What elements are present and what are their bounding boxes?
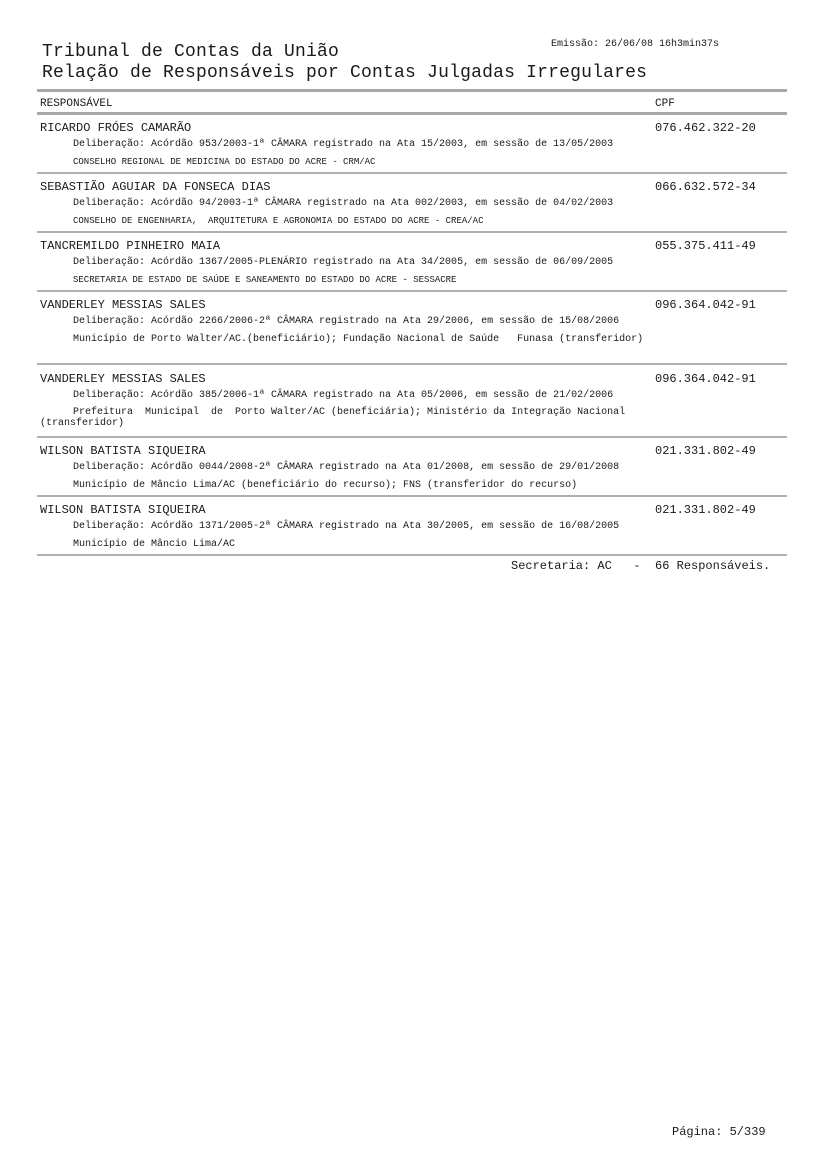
record-name: VANDERLEY MESSIAS SALES xyxy=(40,298,206,312)
record-name: WILSON BATISTA SIQUEIRA xyxy=(40,503,206,517)
record-name: WILSON BATISTA SIQUEIRA xyxy=(40,444,206,458)
record-cpf: 021.331.802-49 xyxy=(655,503,756,517)
record-entidade: CONSELHO DE ENGENHARIA, ARQUITETURA E AGRONOMIA DO ESTADO DO ACRE - CREA/AC xyxy=(73,216,484,226)
record-cpf: 066.632.572-34 xyxy=(655,180,756,194)
column-header-cpf: CPF xyxy=(655,98,675,110)
record-entidade-continuation: (transferidor) xyxy=(40,418,125,429)
record-name: RICARDO FRÓES CAMARÃO xyxy=(40,121,192,135)
record-cpf: 096.364.042-91 xyxy=(655,298,756,312)
secretaria-summary: Secretaria: AC - 66 Responsáveis. xyxy=(511,559,771,573)
record-deliberacao: Deliberação: Acórdão 953/2003-1ª CÂMARA registrado na Ata 15/2003, em sessão de 13/05/2003 xyxy=(73,139,614,150)
record-separator xyxy=(37,231,787,233)
page-subtitle: Relação de Responsáveis por Contas Julgadas Irregulares xyxy=(42,63,648,83)
record-cpf: 076.462.322-20 xyxy=(655,121,756,135)
record-separator xyxy=(37,495,787,497)
record-separator xyxy=(37,363,787,365)
record-name: SEBASTIÃO AGUIAR DA FONSECA DIAS xyxy=(40,180,271,194)
record-entidade: CONSELHO REGIONAL DE MEDICINA DO ESTADO DO ACRE - CRM/AC xyxy=(73,157,376,167)
record-entidade: SECRETARIA DE ESTADO DE SAÚDE E SANEAMENTO DO ESTADO DO ACRE - SESSACRE xyxy=(73,275,457,285)
record-separator xyxy=(37,436,787,438)
record-deliberacao: Deliberação: Acórdão 2266/2006-2ª CÂMARA registrado na Ata 29/2006, em sessão de 15/08/2006 xyxy=(73,316,620,327)
record-cpf: 096.364.042-91 xyxy=(655,372,756,386)
emission-timestamp: Emissão: 26/06/08 16h3min37s xyxy=(551,39,720,50)
record-name: TANCREMILDO PINHEIRO MAIA xyxy=(40,239,221,253)
page-title: Tribunal de Contas da União xyxy=(42,42,340,62)
record-name: VANDERLEY MESSIAS SALES xyxy=(40,372,206,386)
record-deliberacao: Deliberação: Acórdão 94/2003-1ª CÂMARA registrado na Ata 002/2003, em sessão de 04/02/2003 xyxy=(73,198,614,209)
column-header-responsavel: RESPONSÁVEL xyxy=(40,98,113,110)
record-separator xyxy=(37,172,787,174)
record-cpf: 021.331.802-49 xyxy=(655,444,756,458)
record-separator xyxy=(37,290,787,292)
record-entidade: Município de Mâncio Lima/AC (beneficiário do recurso); FNS (transferidor do recurso) xyxy=(73,480,578,491)
record-cpf: 055.375.411-49 xyxy=(655,239,756,253)
page-number: Página: 5/339 xyxy=(672,1125,766,1139)
record-entidade: Município de Porto Walter/AC.(beneficiário); Fundação Nacional de Saúde Funasa (transferidor) xyxy=(73,334,644,345)
record-separator xyxy=(37,554,787,556)
record-entidade: Prefeitura Municipal de Porto Walter/AC (beneficiária); Ministério da Integração Nacional xyxy=(73,407,626,418)
record-deliberacao: Deliberação: Acórdão 385/2006-1ª CÂMARA registrado na Ata 05/2006, em sessão de 21/02/2006 xyxy=(73,390,614,401)
record-deliberacao: Deliberação: Acórdão 1367/2005-PLENÁRIO registrado na Ata 34/2005, em sessão de 06/09/2005 xyxy=(73,257,614,268)
header-rule-top xyxy=(37,89,787,92)
record-deliberacao: Deliberação: Acórdão 0044/2008-2ª CÂMARA registrado na Ata 01/2008, em sessão de 29/01/2008 xyxy=(73,462,620,473)
header-rule-bottom xyxy=(37,112,787,115)
record-deliberacao: Deliberação: Acórdão 1371/2005-2ª CÂMARA registrado na Ata 30/2005, em sessão de 16/08/2005 xyxy=(73,521,620,532)
record-entidade: Município de Mâncio Lima/AC xyxy=(73,539,236,550)
